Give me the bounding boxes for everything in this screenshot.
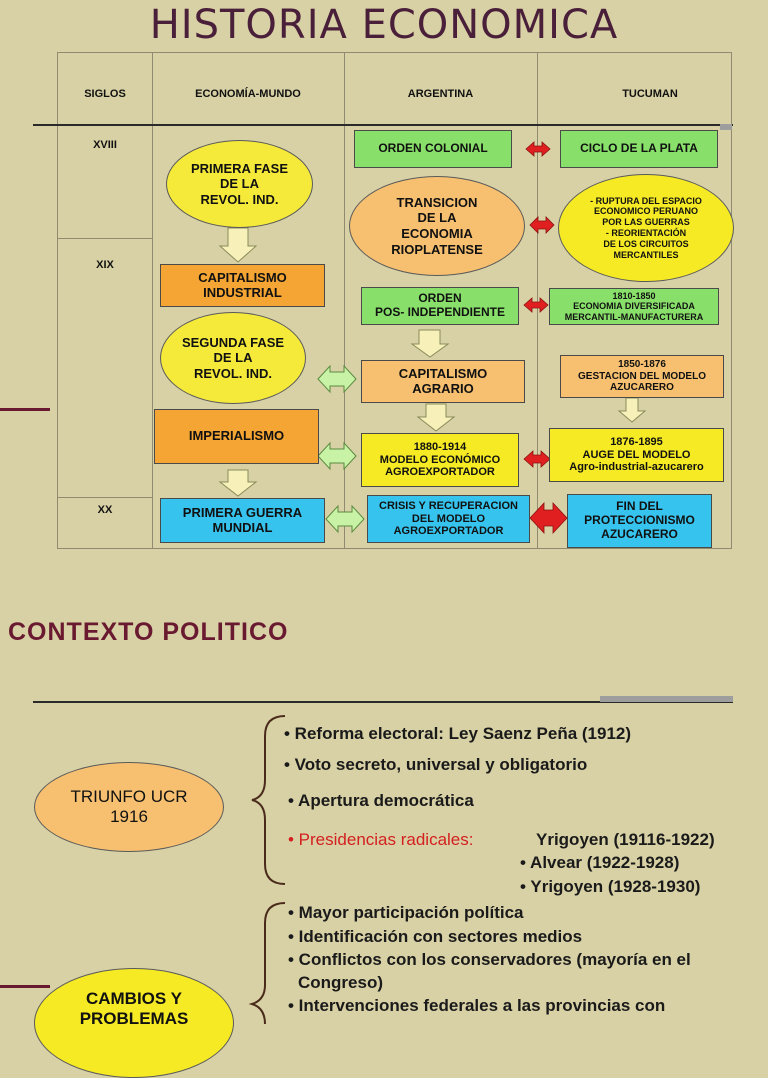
header-economia-mundo: ECONOMÍA-MUNDO: [195, 88, 301, 100]
bullet-mayor-participacion: • Mayor participación política: [288, 903, 524, 922]
header-argentina: ARGENTINA: [407, 88, 474, 100]
triunfo-ucr-ellipse: TRIUNFO UCR 1916: [34, 762, 224, 852]
transicion-economia-ellipse: TRANSICION DE LA ECONOMIA RIOPLATENSE: [349, 176, 525, 276]
presidencia-alvear: • Alvear (1922-1928): [520, 853, 680, 872]
bullet-apertura-democratica: • Apertura democrática: [288, 791, 474, 810]
bullet-voto-secreto: • Voto secreto, universal y obligatorio: [284, 755, 588, 774]
bullet-conflictos-continuacion: Congreso): [298, 973, 383, 992]
century-xx: XX: [97, 504, 113, 516]
gestacion-modelo-azucarero-box: 1850-1876 GESTACION DEL MODELO AZUCARERO: [560, 355, 724, 398]
ruptura-espacio-ellipse: - RUPTURA DEL ESPACIO ECONOMICO PERUANO POR LAS GUERRAS - REORIENTACIÓN DE LOS CIRCUITOS MERCANTILES: [558, 174, 734, 282]
brace-1: [252, 716, 285, 884]
orden-pos-independiente-box: ORDEN POS- INDEPENDIENTE: [361, 287, 519, 325]
header-siglos: SIGLOS: [84, 88, 126, 100]
auge-modelo-box: 1876-1895 AUGE DEL MODELO Agro-industrial-azucarero: [549, 428, 724, 482]
side-accent-mark-2: [0, 985, 50, 988]
cambios-problemas-ellipse: CAMBIOS Y PROBLEMAS: [34, 968, 234, 1078]
modelo-agroexportador-box: 1880-1914 MODELO ECONÓMICO AGROEXPORTADOR: [361, 433, 519, 487]
orden-colonial-box: ORDEN COLONIAL: [354, 130, 512, 168]
crisis-recuperacion-box: CRISIS Y RECUPERACION DEL MODELO AGROEXPORTADOR: [367, 495, 530, 543]
segunda-fase-revolucion-ellipse: SEGUNDA FASE DE LA REVOL. IND.: [160, 312, 306, 404]
century-xix: XIX: [96, 259, 114, 271]
ciclo-de-la-plata-box: CICLO DE LA PLATA: [560, 130, 718, 168]
bullet-conflictos-conservadores: • Conflictos con los conservadores (mayoría en el: [288, 950, 691, 969]
bullet-identificacion-sectores: • Identificación con sectores medios: [288, 927, 583, 946]
presidencia-yrigoyen-1: Yrigoyen (19116-1922): [536, 830, 715, 849]
primera-fase-revolucion-ellipse: PRIMERA FASE DE LA REVOL. IND.: [166, 140, 313, 228]
slide-title: HISTORIA ECONOMICA: [149, 2, 619, 48]
bullet-intervenciones-federales: • Intervenciones federales a las provincias con: [288, 996, 666, 1015]
primera-guerra-mundial-box: PRIMERA GUERRA MUNDIAL: [160, 498, 325, 543]
fin-proteccionismo-box: FIN DEL PROTECCIONISMO AZUCARERO: [567, 494, 712, 548]
presidencia-yrigoyen-2: • Yrigoyen (1928-1930): [520, 877, 701, 896]
capitalismo-agrario-box: CAPITALISMO AGRARIO: [361, 360, 525, 403]
bullet-presidencias-radicales: • Presidencias radicales:: [288, 830, 474, 849]
brace-2: [252, 903, 285, 1024]
contexto-politico-title: CONTEXTO POLITICO: [8, 618, 289, 646]
capitalismo-industrial-box: CAPITALISMO INDUSTRIAL: [160, 264, 325, 307]
bullet-reforma-electoral: • Reforma electoral: Ley Saenz Peña (1912): [284, 724, 632, 743]
header-tucuman: TUCUMAN: [622, 88, 678, 100]
economia-diversificada-box: 1810-1850 ECONOMIA DIVERSIFICADA MERCANTIL-MANUFACTURERA: [549, 288, 719, 325]
imperialismo-box: IMPERIALISMO: [154, 409, 319, 464]
century-xviii: XVIII: [93, 139, 117, 151]
